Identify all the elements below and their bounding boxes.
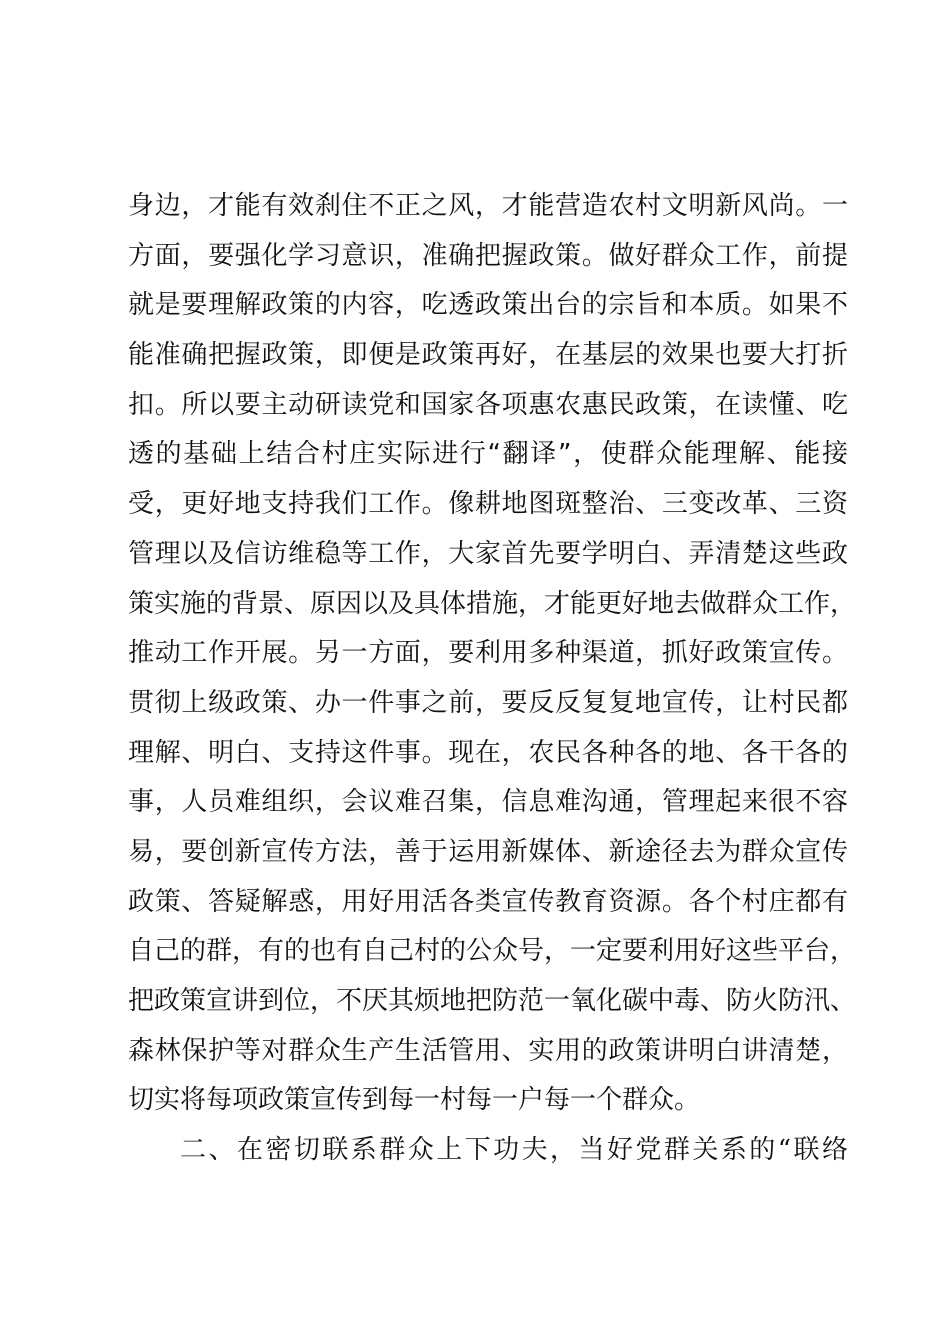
paragraph-line: 易，要创新宣传方法，善于运用新媒体、新途径去为群众宣传: [128, 836, 848, 867]
paragraph-line: 事，人员难组织，会议难召集，信息难沟通，管理起来很不容: [128, 787, 848, 818]
paragraph-line: 理解、明白、支持这件事。现在，农民各种各的地、各干各的: [128, 737, 848, 768]
paragraph-line: 身边，才能有效刹住不正之风，才能营造农村文明新风尚。一: [128, 191, 848, 221]
body-paragraph: [128, 182, 857, 1126]
paragraph-line: 受，更好地支持我们工作。像耕地图斑整治、三变改革、三资: [128, 489, 848, 520]
paragraph-line: 策实施的背景、原因以及具体措施，才能更好地去做群众工作，: [128, 588, 857, 619]
paragraph-line: 自己的群，有的也有自己村的公众号，一定要利用好这些平台，: [128, 936, 857, 967]
paragraph-line: 就是要理解政策的内容，吃透政策出台的宗旨和本质。如果不: [128, 290, 848, 321]
paragraph-line: 管理以及信访维稳等工作，大家首先要学明白、弄清楚这些政: [128, 538, 848, 569]
paragraph-line: 切实将每项政策宣传到每一村每一户每一个群众。: [128, 1085, 701, 1116]
paragraph-line: 扣。所以要主动研读党和国家各项惠农惠民政策，在读懂、吃: [128, 389, 848, 420]
paragraph-line: 推动工作开展。另一方面，要利用多种渠道，抓好政策宣传。: [128, 638, 848, 669]
paragraph-line: 能准确把握政策，即便是政策再好，在基层的效果也要大打折: [128, 340, 848, 371]
paragraph-line: 森林保护等对群众生产生活管用、实用的政策讲明白讲清楚，: [128, 1035, 848, 1066]
paragraph-line: 把政策宣讲到位，不厌其烦地把防范一氧化碳中毒、防火防汛、: [128, 986, 857, 1016]
paragraph-line: 贯彻上级政策、办一件事之前，要反反复复地宣传，让村民都: [128, 687, 848, 718]
paragraph-line: 政策、答疑解惑，用好用活各类宣传教育资源。各个村庄都有: [128, 886, 848, 917]
section-heading: 二、在密切联系群众上下功夫，当好党群关系的“联络: [180, 1135, 848, 1165]
paragraph-line: 方面，要强化学习意识，准确把握政策。做好群众工作，前提: [128, 240, 848, 271]
paragraph-line: 透的基础上结合村庄实际进行“翻译”，使群众能理解、能接: [128, 439, 848, 470]
